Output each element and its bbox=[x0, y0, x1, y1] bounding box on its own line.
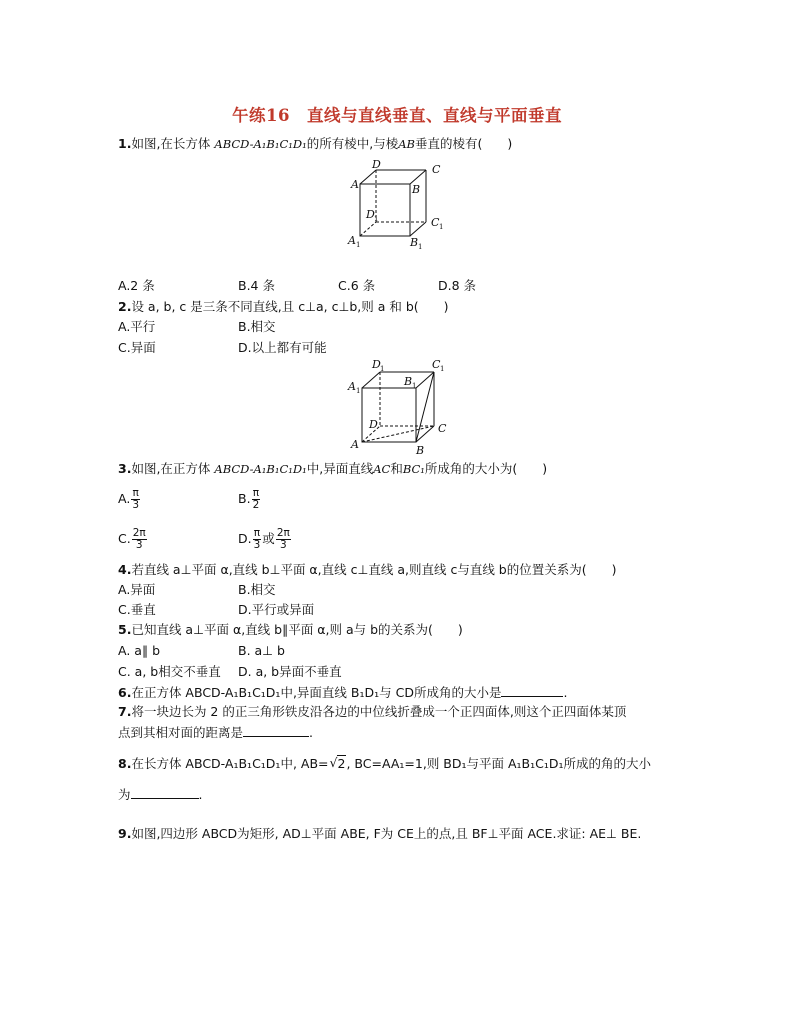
option-b bbox=[238, 488, 261, 511]
solid-name: ABCD-A₁B₁C₁D₁ bbox=[214, 462, 307, 476]
question-text: 若直线 a⊥平面 α,直线 b⊥平面 α,直线 c⊥直线 a,则直线 c与直线 b的位置关系为( ) bbox=[131, 562, 617, 577]
vertex-label-c: C bbox=[432, 163, 441, 176]
option-prefix: B. bbox=[238, 491, 251, 506]
vertex-label-d: D bbox=[372, 158, 381, 171]
cuboid-figure bbox=[340, 158, 450, 250]
question-7-continued bbox=[118, 724, 313, 741]
page-title: 午练16 直线与直线垂直、直线与平面垂直 bbox=[232, 106, 562, 125]
answer-blank[interactable] bbox=[243, 724, 309, 737]
question-8-continued bbox=[118, 786, 203, 803]
option-prefix: A. bbox=[118, 491, 131, 506]
question-4 bbox=[118, 562, 617, 578]
vertex-subscript: 1 bbox=[356, 241, 361, 249]
question-5 bbox=[118, 622, 463, 638]
numerator: π bbox=[253, 527, 261, 539]
denominator: 2 bbox=[252, 499, 260, 511]
question-2 bbox=[118, 299, 449, 315]
vertex-label-d: D bbox=[369, 418, 378, 431]
option-d: D.平行或异面 bbox=[238, 602, 315, 617]
vertex-label-b1: B bbox=[404, 375, 413, 388]
question-text: 已知直线 a⊥平面 α,直线 b∥平面 α,则 a与 b的关系为( ) bbox=[131, 622, 463, 637]
fraction bbox=[132, 528, 147, 551]
option-c bbox=[118, 528, 148, 551]
option-a: A.2 条 bbox=[118, 278, 155, 293]
option-c: C.6 条 bbox=[338, 278, 376, 293]
sqrt-radicand: 2 bbox=[337, 756, 346, 771]
question-9 bbox=[118, 826, 641, 842]
option-c: C.异面 bbox=[118, 340, 156, 355]
vertex-label-b1: B bbox=[410, 236, 419, 249]
option-c: C. a, b相交不垂直 bbox=[118, 664, 221, 679]
option-b: B. a⊥ b bbox=[238, 643, 285, 658]
option-prefix: D. bbox=[238, 531, 252, 546]
fraction bbox=[131, 488, 140, 511]
vertex-subscript: 1 bbox=[374, 215, 379, 223]
option-b: B.4 条 bbox=[238, 278, 275, 293]
denominator: 3 bbox=[253, 539, 261, 551]
vertex-label-c1: C bbox=[432, 358, 441, 371]
edge-name: AB bbox=[398, 137, 415, 151]
question-1 bbox=[118, 136, 512, 152]
option-c: C.垂直 bbox=[118, 602, 156, 617]
line-name: AC bbox=[373, 462, 391, 476]
vertex-label-b: B bbox=[412, 183, 421, 196]
question-number: 2. bbox=[118, 299, 132, 314]
fraction bbox=[252, 488, 261, 511]
question-8 bbox=[118, 756, 651, 772]
option-d bbox=[238, 528, 292, 551]
question-number: 1. bbox=[118, 136, 132, 151]
vertex-label-d1: D bbox=[372, 358, 381, 371]
numerator: 2π bbox=[276, 527, 290, 539]
punctuation: . bbox=[198, 787, 203, 802]
question-text: 为 bbox=[118, 787, 131, 802]
vertex-label-d1: D bbox=[366, 208, 375, 221]
question-number: 6. bbox=[118, 685, 132, 700]
question-text: 如图,在长方体 bbox=[131, 136, 215, 151]
vertex-label-a: A bbox=[351, 438, 359, 451]
question-3 bbox=[118, 461, 547, 477]
vertex-label-c: C bbox=[438, 422, 447, 435]
fraction bbox=[253, 528, 262, 551]
denominator: 3 bbox=[132, 499, 139, 511]
option-b: B.相交 bbox=[238, 582, 276, 597]
question-text: 所成角的大小为( ) bbox=[424, 461, 548, 476]
question-6 bbox=[118, 684, 567, 701]
option-connector: 或 bbox=[262, 531, 275, 546]
punctuation: . bbox=[309, 725, 313, 740]
option-a: A. a∥ b bbox=[118, 643, 161, 658]
vertex-label-c1: C bbox=[431, 216, 440, 229]
question-number: 8. bbox=[118, 756, 132, 771]
answer-blank[interactable] bbox=[131, 786, 199, 799]
question-text: , BC=AA₁=1,则 BD₁与平面 A₁B₁C₁D₁所成的角的大小 bbox=[346, 756, 652, 771]
question-text: 在长方体 ABCD-A₁B₁C₁D₁中, AB= bbox=[131, 756, 329, 771]
denominator: 3 bbox=[279, 539, 287, 551]
question-number: 7. bbox=[118, 704, 132, 719]
option-d: D.8 条 bbox=[438, 278, 477, 293]
numerator: π bbox=[132, 487, 139, 499]
question-text: 和 bbox=[390, 461, 403, 476]
question-text: 设 a, b, c 是三条不同直线,且 c⊥a, c⊥b,则 a 和 b( ) bbox=[131, 299, 449, 314]
question-text: 如图,在正方体 bbox=[131, 461, 215, 476]
question-number: 5. bbox=[118, 622, 132, 637]
question-text: 将一块边长为 2 的正三角形铁皮沿各边的中位线折叠成一个正四面体,则这个正四面体某顶 bbox=[131, 704, 627, 719]
vertex-label-a1: A bbox=[348, 380, 356, 393]
option-prefix: C. bbox=[118, 531, 131, 546]
option-d: D.以上都有可能 bbox=[238, 340, 327, 355]
question-number: 4. bbox=[118, 562, 132, 577]
answer-blank[interactable] bbox=[501, 684, 563, 697]
cube-figure bbox=[342, 356, 452, 458]
vertex-subscript: 1 bbox=[356, 387, 361, 395]
question-number: 3. bbox=[118, 461, 132, 476]
question-7 bbox=[118, 704, 626, 720]
question-text: 点到其相对面的距离是 bbox=[118, 725, 244, 740]
option-a: A.平行 bbox=[118, 319, 156, 334]
question-text: 垂直的棱有( ) bbox=[414, 136, 513, 151]
question-text: 如图,四边形 ABCD为矩形, AD⊥平面 ABE, F为 CE上的点,且 BF⊥平面 ACE.求证: AE⊥ BE. bbox=[131, 826, 642, 841]
question-text: 的所有棱中,与棱 bbox=[306, 136, 399, 151]
vertex-subscript: 1 bbox=[412, 382, 417, 390]
question-number: 9. bbox=[118, 826, 132, 841]
vertex-label-a: A bbox=[351, 178, 359, 191]
line-name: BC₁ bbox=[402, 462, 425, 476]
numerator: 2π bbox=[132, 527, 146, 539]
question-text: 中,异面直线 bbox=[306, 461, 374, 476]
option-d: D. a, b异面不垂直 bbox=[238, 664, 342, 679]
vertex-subscript: 1 bbox=[380, 365, 385, 373]
option-b: B.相交 bbox=[238, 319, 276, 334]
sqrt-sign: √ 2 bbox=[329, 755, 346, 771]
solid-name: ABCD-A₁B₁C₁D₁ bbox=[214, 137, 307, 151]
vertex-subscript: 1 bbox=[418, 243, 423, 250]
vertex-subscript: 1 bbox=[439, 223, 444, 231]
denominator: 3 bbox=[135, 539, 143, 551]
numerator: π bbox=[252, 487, 260, 499]
option-a: A.异面 bbox=[118, 582, 156, 597]
option-a bbox=[118, 488, 141, 511]
vertex-label-b: B bbox=[416, 444, 425, 457]
question-text: 在正方体 ABCD-A₁B₁C₁D₁中,异面直线 B₁D₁与 CD所成角的大小是 bbox=[131, 685, 502, 700]
vertex-label-a1: A bbox=[348, 234, 356, 247]
fraction bbox=[276, 528, 291, 551]
vertex-subscript: 1 bbox=[440, 365, 445, 373]
punctuation: . bbox=[563, 685, 568, 700]
